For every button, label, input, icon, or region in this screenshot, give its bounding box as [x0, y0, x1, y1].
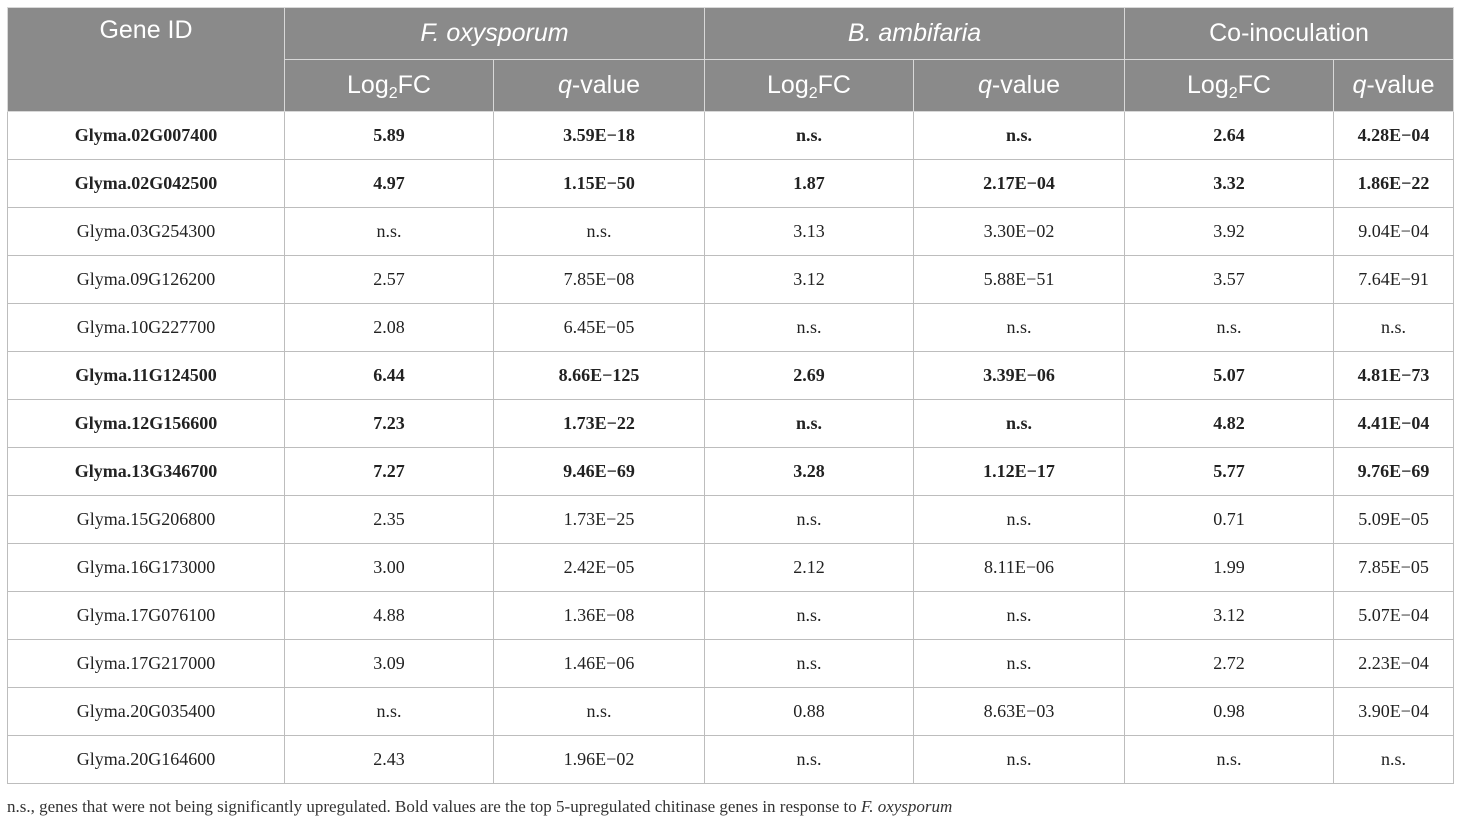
table-cell: 5.88E−51 — [914, 256, 1125, 304]
table-cell: 2.64 — [1125, 112, 1334, 160]
gene-id-cell: Glyma.15G206800 — [8, 496, 285, 544]
table-cell: n.s. — [914, 304, 1125, 352]
table-row — [8, 304, 1454, 352]
table-cell: 8.11E−06 — [914, 544, 1125, 592]
table-cell: n.s. — [1125, 736, 1334, 784]
table-cell: 7.64E−91 — [1334, 256, 1454, 304]
table-cell: 5.07 — [1125, 352, 1334, 400]
gene-id-cell: Glyma.03G254300 — [8, 208, 285, 256]
table-row — [8, 448, 1454, 496]
table-cell: n.s. — [494, 688, 705, 736]
gene-id-cell: Glyma.16G173000 — [8, 544, 285, 592]
header-gene-id: Gene ID — [8, 8, 285, 112]
table-cell: 0.98 — [1125, 688, 1334, 736]
table-cell: 1.86E−22 — [1334, 160, 1454, 208]
table-row — [8, 256, 1454, 304]
table-cell: n.s. — [914, 640, 1125, 688]
table-cell: 3.39E−06 — [914, 352, 1125, 400]
table-cell: n.s. — [705, 736, 914, 784]
table-cell: 3.13 — [705, 208, 914, 256]
table-cell: 1.12E−17 — [914, 448, 1125, 496]
table-cell: 4.41E−04 — [1334, 400, 1454, 448]
gene-id-cell: Glyma.20G035400 — [8, 688, 285, 736]
table-cell: 5.09E−05 — [1334, 496, 1454, 544]
table-cell: 8.63E−03 — [914, 688, 1125, 736]
table-cell: n.s. — [494, 208, 705, 256]
table-cell: 3.92 — [1125, 208, 1334, 256]
table-row — [8, 400, 1454, 448]
group-b-ambifaria-label: B. ambifaria — [847, 19, 982, 47]
table-cell: 2.23E−04 — [1334, 640, 1454, 688]
table-cell: 2.12 — [705, 544, 914, 592]
table-cell: 4.81E−73 — [1334, 352, 1454, 400]
table-cell: n.s. — [914, 112, 1125, 160]
table-cell: 2.72 — [1125, 640, 1334, 688]
gene-id-cell: Glyma.17G217000 — [8, 640, 285, 688]
header-row-groups — [8, 8, 1454, 60]
table-cell: 3.32 — [1125, 160, 1334, 208]
table-cell: 0.88 — [705, 688, 914, 736]
footnote-species: F. oxysporum — [861, 797, 953, 816]
gene-id-cell: Glyma.20G164600 — [8, 736, 285, 784]
group-f-oxysporum-label: F. oxysporum — [420, 19, 569, 47]
table-body — [8, 112, 1454, 784]
header-log2fc: Log$_2$FC — [705, 60, 914, 112]
table-cell: 4.97 — [285, 160, 494, 208]
table-cell: 2.57 — [285, 256, 494, 304]
table-cell: 3.28 — [705, 448, 914, 496]
table-row — [8, 352, 1454, 400]
table-cell: 7.27 — [285, 448, 494, 496]
header-q-value: q-value — [494, 60, 705, 112]
table-cell: 7.85E−08 — [494, 256, 705, 304]
header-q-value: q-value — [914, 60, 1125, 112]
table-cell: 1.96E−02 — [494, 736, 705, 784]
table-cell: n.s. — [705, 304, 914, 352]
table-cell: 7.85E−05 — [1334, 544, 1454, 592]
table-row — [8, 496, 1454, 544]
table-cell: 3.30E−02 — [914, 208, 1125, 256]
table-cell: 4.82 — [1125, 400, 1334, 448]
table-cell: n.s. — [914, 496, 1125, 544]
gene-id-cell: Glyma.10G227700 — [8, 304, 285, 352]
table-cell: 8.66E−125 — [494, 352, 705, 400]
table-cell: 2.17E−04 — [914, 160, 1125, 208]
table-cell: n.s. — [705, 640, 914, 688]
table-cell: n.s. — [1125, 304, 1334, 352]
table-row — [8, 736, 1454, 784]
chitinase-expression-table — [7, 7, 1454, 784]
table-cell: 3.12 — [1125, 592, 1334, 640]
table-cell: n.s. — [914, 400, 1125, 448]
table-row — [8, 112, 1454, 160]
gene-id-cell: Glyma.17G076100 — [8, 592, 285, 640]
table-row — [8, 544, 1454, 592]
table-cell: 1.99 — [1125, 544, 1334, 592]
table-cell: 5.89 — [285, 112, 494, 160]
table-cell: n.s. — [914, 736, 1125, 784]
table-cell: 3.09 — [285, 640, 494, 688]
table-cell: 2.08 — [285, 304, 494, 352]
table-cell: 2.43 — [285, 736, 494, 784]
table-row — [8, 640, 1454, 688]
table-cell: n.s. — [705, 400, 914, 448]
table-cell: n.s. — [1334, 304, 1454, 352]
table-cell: 9.04E−04 — [1334, 208, 1454, 256]
gene-id-cell: Glyma.02G042500 — [8, 160, 285, 208]
table-cell: 4.88 — [285, 592, 494, 640]
table-cell: 6.44 — [285, 352, 494, 400]
table-cell: 3.12 — [705, 256, 914, 304]
table-cell: 1.73E−25 — [494, 496, 705, 544]
table-cell: 2.35 — [285, 496, 494, 544]
table-cell: n.s. — [705, 592, 914, 640]
table-footnote — [7, 797, 952, 817]
table-cell: n.s. — [1334, 736, 1454, 784]
gene-id-cell: Glyma.13G346700 — [8, 448, 285, 496]
header-q-value: q-value — [1334, 60, 1454, 112]
header-log2fc: Log$_2$FC — [285, 60, 494, 112]
table-cell: 1.36E−08 — [494, 592, 705, 640]
table-cell: 0.71 — [1125, 496, 1334, 544]
table-cell: 3.57 — [1125, 256, 1334, 304]
table-cell: 5.77 — [1125, 448, 1334, 496]
table-cell: 6.45E−05 — [494, 304, 705, 352]
gene-id-cell: Glyma.11G124500 — [8, 352, 285, 400]
table-row — [8, 688, 1454, 736]
table-cell: 2.69 — [705, 352, 914, 400]
table-container — [7, 7, 1453, 784]
table-cell: 7.23 — [285, 400, 494, 448]
table-cell: 4.28E−04 — [1334, 112, 1454, 160]
table-cell: 1.46E−06 — [494, 640, 705, 688]
table-cell: 1.15E−50 — [494, 160, 705, 208]
table-cell: 3.00 — [285, 544, 494, 592]
table-cell: 1.87 — [705, 160, 914, 208]
table-cell: 9.46E−69 — [494, 448, 705, 496]
table-cell: 3.90E−04 — [1334, 688, 1454, 736]
gene-id-cell: Glyma.02G007400 — [8, 112, 285, 160]
table-cell: 3.59E−18 — [494, 112, 705, 160]
header-group-co-inoculation: Co-inoculation — [1125, 8, 1454, 60]
table-header — [8, 8, 1454, 112]
footnote-text: n.s., genes that were not being significantly upregulated. Bold values are the top 5-upregulated chitinase genes in response to — [7, 797, 862, 816]
gene-id-cell: Glyma.12G156600 — [8, 400, 285, 448]
header-log2fc: Log$_2$FC — [1125, 60, 1334, 112]
table-cell: 2.42E−05 — [494, 544, 705, 592]
table-cell: n.s. — [914, 592, 1125, 640]
table-row — [8, 160, 1454, 208]
table-cell: n.s. — [285, 208, 494, 256]
gene-id-cell: Glyma.09G126200 — [8, 256, 285, 304]
table-cell: n.s. — [285, 688, 494, 736]
table-row — [8, 592, 1454, 640]
table-cell: n.s. — [705, 496, 914, 544]
table-cell: 5.07E−04 — [1334, 592, 1454, 640]
table-cell: 1.73E−22 — [494, 400, 705, 448]
table-cell: n.s. — [705, 112, 914, 160]
header-group-f-oxysporum — [285, 8, 705, 60]
header-group-b-ambifaria — [705, 8, 1125, 60]
table-row — [8, 208, 1454, 256]
table-cell: 9.76E−69 — [1334, 448, 1454, 496]
